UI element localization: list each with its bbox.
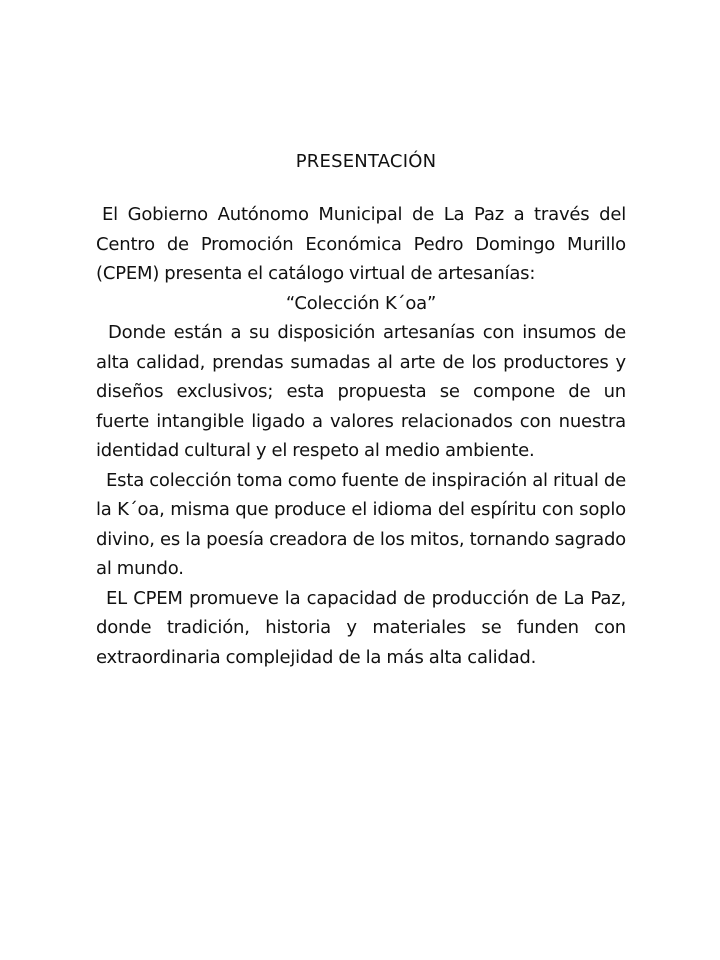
collection-name: “Colección K´oa” [285,292,437,314]
document-page [96,150,626,672]
paragraph-inspiration: Esta colección toma como fuente de inspiración al ritual de la K´oa, misma que produce el idioma del espíritu con soplo divino, es la poesía creadora de los mitos, tornando sagrado al mundo. [96,469,626,579]
page-title: PRESENTACIÓN [295,151,437,172]
paragraph-cpem: EL CPEM promueve la capacidad de producción de La Paz, donde tradición, historia y materiales se funden con extraordinaria complejidad de la más alta calidad. [96,587,626,668]
paragraph-description: Donde están a su disposición artesanías con insumos de alta calidad, prendas sumadas al arte de los productores y diseños exclusivos; esta propuesta se compone de un fuerte intangible ligado a valores relacionados con nuestra identidad cultural y el respeto al medio ambiente. [96,322,626,461]
paragraph-intro: El Gobierno Autónomo Municipal de La Paz a través del Centro de Promoción Económica Pedro Domingo Murillo (CPEM) presenta el catálogo virtual de artesanías: [96,204,626,284]
